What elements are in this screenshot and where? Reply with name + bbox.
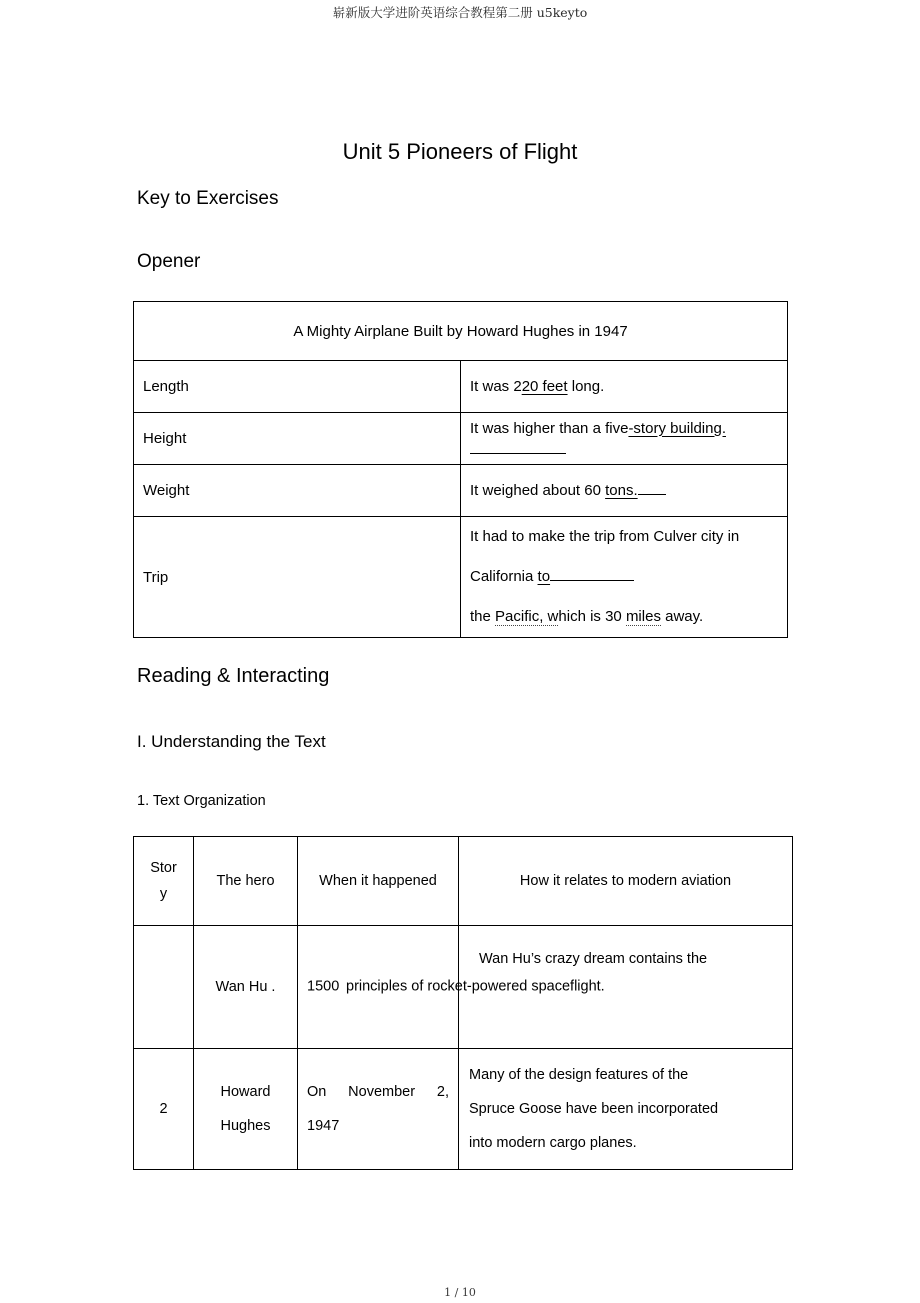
table-header-row [134,837,793,926]
height-answer: -story building. [628,419,726,437]
table-row [134,926,793,1049]
row2-hero [194,1049,298,1170]
running-header: 崭新版大学进阶英语综合教程第二册 u5keyto [332,5,588,20]
column-header-hero: The hero [194,837,298,926]
page-title: Unit 5 Pioneers of Flight [342,138,578,164]
opener-table-caption: A Mighty Airplane Built by Howard Hughes in 1947 [134,302,788,361]
trip-line1-answer: to [537,568,551,585]
opener-label-length: Length [134,361,461,413]
trip-line1-before: It had to make the trip from Culver city in California [470,528,740,585]
row2-when [298,1049,459,1170]
trip-blank-tail [550,580,634,581]
text-organization-table [133,836,793,1170]
trip-line2-c: hich is 30 [558,608,626,625]
opener-table [133,301,788,638]
weight-blank-tail [638,494,666,495]
column-header-story [134,837,194,926]
row2-how-line2: Spruce Goose have been incorporated [469,1101,719,1117]
table-row [134,517,788,638]
heading-key-to-exercises: Key to Exercises [137,188,279,209]
opener-value-weight [461,465,788,517]
row2-hero-line1: Howard [220,1084,271,1100]
length-answer: 20 feet [521,378,568,395]
opener-label-trip: Trip [134,517,461,638]
weight-answer: tons. [605,482,638,499]
table-row [134,1049,793,1170]
table-row [134,361,788,413]
heading-understanding-the-text: I. Understanding the Text [137,732,326,751]
story-header-line1: Stor [150,860,177,876]
row1-hero: Wan Hu . [194,926,298,1049]
opener-value-length [461,361,788,413]
table-row [134,413,788,465]
row2-how-line3: into modern cargo planes. [469,1135,637,1151]
heading-opener: Opener [137,251,201,272]
opener-label-weight: Weight [134,465,461,517]
opener-value-trip [461,517,788,638]
row1-how-line2: principles of rocket-powered spaceflight. [346,978,605,995]
row2-how-line1: Many of the design features of the [469,1067,689,1083]
trip-line-1 [470,517,781,597]
heading-reading-interacting: Reading & Interacting [137,665,330,687]
length-text-before: It was 2 [470,378,522,395]
trip-line-2 [470,597,781,637]
table-row-caption [134,302,788,361]
length-text-after: long. [567,378,605,395]
trip-line2-e: away. [660,608,704,625]
opener-value-height [461,413,788,465]
column-header-when: When it happened [298,837,459,926]
height-text-before: It was higher than a five [470,419,629,437]
row2-when-line1: On November 2, [307,1084,449,1100]
row2-when-line2: 1947 [307,1118,340,1134]
row2-story: 2 [134,1049,194,1170]
row2-hero-line2: Hughes [220,1118,271,1134]
table-row [134,465,788,517]
row1-when-value: 1500 [307,978,340,995]
weight-text-before: It weighed about 60 [470,482,606,499]
row1-story [134,926,194,1049]
story-header-line2: y [159,886,168,902]
trip-line2-b: Pacific, w [495,608,559,625]
heading-text-organization: 1. Text Organization [137,793,266,809]
row2-how [459,1049,793,1170]
height-blank-tail [470,453,566,454]
page-footer: 1 / 10 [444,1286,476,1299]
opener-label-height: Height [134,413,461,465]
column-header-how: How it relates to modern aviation [459,837,793,926]
trip-line2-d: miles [625,608,661,625]
row1-how-line1: Wan Hu’s crazy dream contains the [479,951,708,967]
trip-line2-a: the [470,608,496,625]
